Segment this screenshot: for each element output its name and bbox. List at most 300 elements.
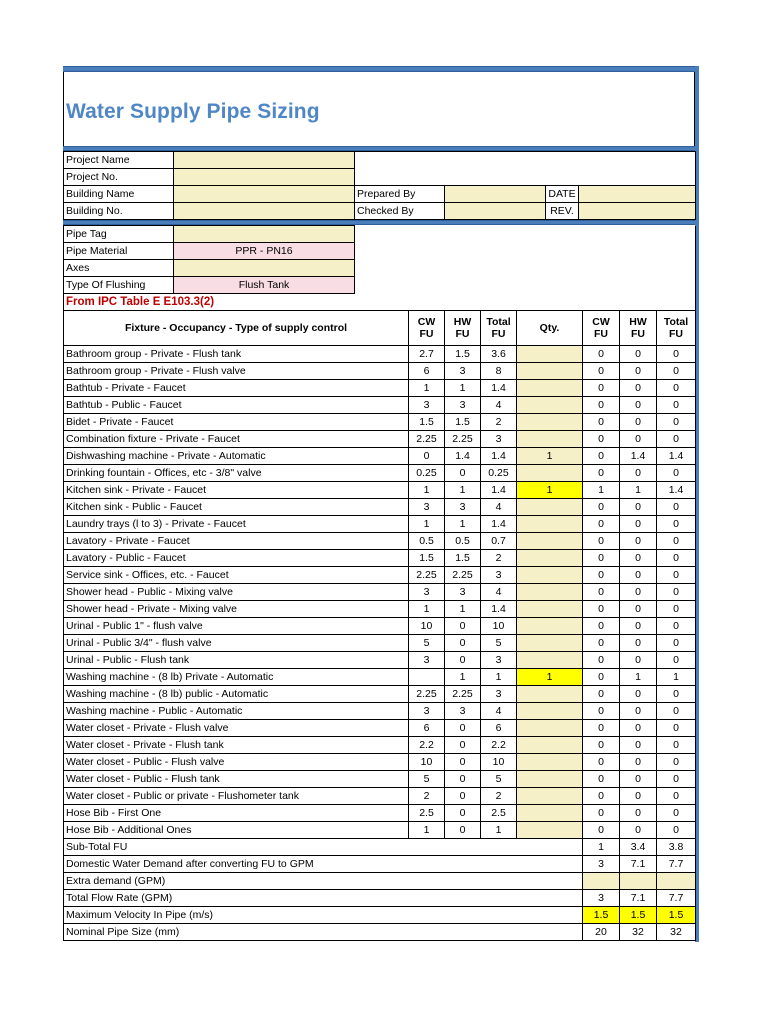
qty-input[interactable] [517,397,583,414]
fixture-name: Bidet - Private - Faucet [64,414,409,431]
fixture-table [63,310,696,941]
pipe-material-label: Pipe Material [64,243,174,260]
table-row [64,601,696,618]
qty-input[interactable] [517,703,583,720]
summary-rcw-cell: 3 [583,890,620,907]
qty-input[interactable] [517,550,583,567]
result-cw-cell: 0 [583,584,620,601]
result-hw-cell: 0 [620,618,657,635]
qty-input[interactable] [517,822,583,839]
summary-row [64,924,696,941]
building-name-label: Building Name [64,186,174,203]
project-no-field[interactable] [174,169,355,186]
hw-fu-cell: 0 [445,635,481,652]
hw-fu-cell: 1 [445,601,481,618]
result-hw-cell: 0 [620,652,657,669]
summary-label: Extra demand (GPM) [64,873,583,890]
summary-rtot-cell: 7.7 [657,890,696,907]
fixture-name: Service sink - Offices, etc. - Faucet [64,567,409,584]
table-row [64,788,696,805]
result-cw-cell: 0 [583,822,620,839]
total-fu-cell: 0.25 [481,465,517,482]
hw-fu-cell: 1.5 [445,550,481,567]
cw-fu-cell: 10 [409,754,445,771]
result-cw-cell: 0 [583,397,620,414]
qty-input[interactable]: 1 [517,482,583,499]
result-cw-cell: 0 [583,346,620,363]
result-total-cell: 0 [657,414,696,431]
qty-input[interactable] [517,516,583,533]
qty-input[interactable] [517,363,583,380]
result-hw-cell: 0 [620,805,657,822]
hw-fu-cell: 0 [445,652,481,669]
result-cw-cell: 0 [583,516,620,533]
result-cw-cell: 0 [583,533,620,550]
cw-fu-cell: 0 [409,448,445,465]
total-fu-cell: 3 [481,431,517,448]
total-fu-cell: 8 [481,363,517,380]
fixture-name: Shower head - Private - Mixing valve [64,601,409,618]
cw-fu-cell: 3 [409,499,445,516]
table-row [64,346,696,363]
hw-fu-cell: 0 [445,788,481,805]
total-fu-cell: 1.4 [481,448,517,465]
cw-fu-cell: 2.5 [409,805,445,822]
fixture-name: Kitchen sink - Public - Faucet [64,499,409,516]
fixture-name: Urinal - Public 1" - flush valve [64,618,409,635]
result-total-fu-header: Total FU [657,311,696,346]
fixture-header-row [64,311,696,346]
cw-fu-cell: 6 [409,363,445,380]
qty-input[interactable] [517,635,583,652]
table-row [64,618,696,635]
summary-rhw-cell: 32 [620,924,657,941]
qty-input[interactable] [517,465,583,482]
summary-label: Domestic Water Demand after converting FU to GPM [64,856,583,873]
summary-label: Total Flow Rate (GPM) [64,890,583,907]
hw-fu-cell: 3 [445,584,481,601]
table-row [64,584,696,601]
table-row [64,499,696,516]
table-row [64,669,696,686]
total-fu-cell: 2.2 [481,737,517,754]
result-hw-cell: 0 [620,635,657,652]
hw-fu-cell: 1.4 [445,448,481,465]
hw-fu-cell: 0 [445,720,481,737]
table-row [64,567,696,584]
project-info-table [63,151,696,220]
total-fu-cell: 1.4 [481,516,517,533]
cw-fu-cell: 2 [409,788,445,805]
hw-fu-cell: 0.5 [445,533,481,550]
qty-input[interactable] [517,788,583,805]
total-fu-cell: 1.4 [481,380,517,397]
cw-fu-cell: 1.5 [409,414,445,431]
result-cw-cell: 0 [583,652,620,669]
fixture-name: Hose Bib - First One [64,805,409,822]
result-total-cell: 0 [657,431,696,448]
qty-input[interactable] [517,652,583,669]
project-name-field[interactable] [174,152,355,169]
result-hw-cell: 0 [620,601,657,618]
result-total-cell: 0 [657,618,696,635]
table-row [64,822,696,839]
result-total-cell: 0 [657,652,696,669]
result-total-cell: 0 [657,788,696,805]
project-no-label: Project No. [64,169,174,186]
qty-input[interactable] [517,431,583,448]
flushing-label: Type Of Flushing [64,277,174,294]
fixture-name: Water closet - Private - Flush tank [64,737,409,754]
total-fu-cell: 4 [481,499,517,516]
table-row [64,448,696,465]
fixture-name: Lavatory - Public - Faucet [64,550,409,567]
cw-fu-cell: 2.25 [409,567,445,584]
result-total-cell: 0 [657,703,696,720]
fixture-name: Water closet - Public or private - Flushometer tank [64,788,409,805]
table-row [64,414,696,431]
summary-rcw-cell: 1 [583,839,620,856]
qty-input[interactable] [517,771,583,788]
qty-input[interactable] [517,567,583,584]
result-hw-cell: 0 [620,737,657,754]
building-no-field[interactable] [174,203,355,220]
flushing-select[interactable]: Flush Tank [174,277,355,294]
qty-header: Qty. [517,311,583,346]
summary-row [64,839,696,856]
qty-input[interactable] [517,533,583,550]
fixture-name: Combination fixture - Private - Faucet [64,431,409,448]
total-fu-cell: 10 [481,618,517,635]
result-cw-cell: 0 [583,686,620,703]
cw-fu-cell: 2.2 [409,737,445,754]
hw-fu-header: HW FU [445,311,481,346]
summary-rcw-cell: 3 [583,856,620,873]
fixture-name: Washing machine - (8 lb) public - Automatic [64,686,409,703]
hw-fu-cell: 1 [445,516,481,533]
summary-rtot-cell: 32 [657,924,696,941]
fixture-name: Washing machine - (8 lb) Private - Automatic [64,669,409,686]
qty-input[interactable]: 1 [517,669,583,686]
project-name-label: Project Name [64,152,174,169]
cw-fu-cell: 5 [409,635,445,652]
qty-input[interactable] [517,754,583,771]
fixture-name: Laundry trays (l to 3) - Private - Faucet [64,516,409,533]
hw-fu-cell: 2.25 [445,686,481,703]
table-row [64,397,696,414]
hw-fu-cell: 0 [445,618,481,635]
table-row [64,431,696,448]
fixture-name: Lavatory - Private - Faucet [64,533,409,550]
result-total-cell: 0 [657,516,696,533]
table-row [64,635,696,652]
result-cw-cell: 0 [583,669,620,686]
hw-fu-cell: 2.25 [445,431,481,448]
result-hw-cell: 0 [620,584,657,601]
fixture-name: Kitchen sink - Private - Faucet [64,482,409,499]
hw-fu-cell: 2.25 [445,567,481,584]
qty-input[interactable] [517,380,583,397]
result-hw-cell: 0 [620,533,657,550]
fixture-name: Bathtub - Public - Faucet [64,397,409,414]
title-area [63,72,695,146]
total-fu-cell: 6 [481,720,517,737]
fixture-name: Bathtub - Private - Faucet [64,380,409,397]
cw-fu-cell: 1.5 [409,550,445,567]
cw-fu-cell: 0.5 [409,533,445,550]
cw-fu-cell: 1 [409,822,445,839]
total-fu-cell: 1 [481,669,517,686]
building-name-field[interactable] [174,186,355,203]
result-hw-cell: 0 [620,822,657,839]
result-cw-cell: 0 [583,788,620,805]
result-hw-cell: 0 [620,431,657,448]
result-total-cell: 0 [657,380,696,397]
summary-rows [64,839,696,941]
result-cw-cell: 0 [583,567,620,584]
result-total-cell: 0 [657,822,696,839]
qty-input[interactable]: 1 [517,448,583,465]
result-hw-cell: 1 [620,669,657,686]
result-cw-cell: 0 [583,601,620,618]
result-cw-cell: 1 [583,482,620,499]
total-fu-cell: 3 [481,686,517,703]
summary-rhw-cell[interactable] [620,873,657,890]
result-total-cell: 0 [657,771,696,788]
result-cw-cell: 0 [583,550,620,567]
cw-fu-cell: 5 [409,771,445,788]
qty-input[interactable] [517,414,583,431]
prepared-by-label: Prepared By [357,188,416,200]
qty-input[interactable] [517,720,583,737]
result-cw-cell: 0 [583,635,620,652]
total-fu-cell: 4 [481,703,517,720]
table-row [64,771,696,788]
summary-row [64,907,696,924]
result-cw-cell: 0 [583,363,620,380]
hw-fu-cell: 0 [445,465,481,482]
fixture-name: Urinal - Public 3/4" - flush valve [64,635,409,652]
result-hw-cell: 0 [620,754,657,771]
qty-input[interactable] [517,618,583,635]
result-total-cell: 0 [657,635,696,652]
checked-by-label: Checked By [357,205,414,217]
total-fu-cell: 5 [481,635,517,652]
date-label: DATE [548,188,576,200]
result-hw-cell: 0 [620,567,657,584]
total-fu-cell: 5 [481,771,517,788]
cw-fu-cell: 3 [409,584,445,601]
summary-rhw-cell: 7.1 [620,890,657,907]
result-hw-cell: 0 [620,465,657,482]
table-row [64,652,696,669]
result-cw-fu-header: CW FU [583,311,620,346]
total-fu-cell: 3.6 [481,346,517,363]
result-total-cell: 0 [657,465,696,482]
rev-field[interactable] [579,203,696,220]
summary-label: Sub-Total FU [64,839,583,856]
result-total-cell: 1.4 [657,482,696,499]
cw-fu-cell: 6 [409,720,445,737]
result-cw-cell: 0 [583,805,620,822]
cw-fu-cell: 3 [409,652,445,669]
cw-fu-cell: 1 [409,516,445,533]
cw-fu-cell: 1 [409,601,445,618]
total-fu-cell: 2 [481,788,517,805]
result-cw-cell: 0 [583,380,620,397]
pipe-info-table [63,225,696,310]
result-total-cell: 0 [657,346,696,363]
table-row [64,363,696,380]
result-hw-cell: 0 [620,550,657,567]
fixture-name: Drinking fountain - Offices, etc - 3/8" valve [64,465,409,482]
result-hw-cell: 0 [620,720,657,737]
result-total-cell: 0 [657,499,696,516]
result-cw-cell: 0 [583,754,620,771]
fixture-name: Shower head - Public - Mixing valve [64,584,409,601]
cw-fu-cell: 2.25 [409,431,445,448]
cw-fu-header: CW FU [409,311,445,346]
prepared-by-field[interactable] [445,186,546,202]
rev-label: REV. [550,205,574,217]
cw-fu-cell: 1 [409,482,445,499]
fixture-name: Water closet - Public - Flush valve [64,754,409,771]
total-fu-cell: 10 [481,754,517,771]
summary-rtot-cell[interactable] [657,873,696,890]
result-total-cell: 0 [657,550,696,567]
result-total-cell: 0 [657,737,696,754]
qty-input[interactable] [517,601,583,618]
cw-fu-cell: 0.25 [409,465,445,482]
cw-fu-cell [409,669,445,686]
pipe-tag-field[interactable] [174,226,355,243]
result-hw-cell: 0 [620,771,657,788]
result-cw-cell: 0 [583,771,620,788]
hw-fu-cell: 3 [445,703,481,720]
hw-fu-cell: 3 [445,499,481,516]
summary-label: Maximum Velocity In Pipe (m/s) [64,907,583,924]
qty-input[interactable] [517,737,583,754]
total-fu-cell: 1 [481,822,517,839]
result-hw-cell: 0 [620,414,657,431]
total-fu-header: Total FU [481,311,517,346]
summary-rhw-cell: 3.4 [620,839,657,856]
table-row [64,754,696,771]
cw-fu-cell: 2.25 [409,686,445,703]
total-fu-cell: 2 [481,550,517,567]
hw-fu-cell: 1.5 [445,346,481,363]
summary-rhw-cell: 1.5 [620,907,657,924]
fixture-name: Water closet - Public - Flush tank [64,771,409,788]
summary-rhw-cell: 7.1 [620,856,657,873]
total-fu-cell: 1.4 [481,601,517,618]
result-total-cell: 0 [657,686,696,703]
hw-fu-cell: 0 [445,754,481,771]
qty-input[interactable] [517,346,583,363]
checked-by-field[interactable] [445,203,546,219]
hw-fu-cell: 0 [445,822,481,839]
result-cw-cell: 0 [583,703,620,720]
table-row [64,805,696,822]
fixture-rows [64,346,696,839]
result-cw-cell: 0 [583,448,620,465]
result-hw-cell: 0 [620,346,657,363]
fixture-name: Hose Bib - Additional Ones [64,822,409,839]
result-total-cell: 1.4 [657,448,696,465]
table-row [64,516,696,533]
fixture-name: Bathroom group - Private - Flush tank [64,346,409,363]
ipc-table-note: From IPC Table E E103.3(2) [64,294,696,311]
result-cw-cell: 0 [583,499,620,516]
total-fu-cell: 4 [481,397,517,414]
total-fu-cell: 1.4 [481,482,517,499]
result-hw-cell: 0 [620,380,657,397]
total-fu-cell: 3 [481,652,517,669]
result-total-cell: 0 [657,363,696,380]
fixture-name: Dishwashing machine - Private - Automatic [64,448,409,465]
result-hw-cell: 0 [620,499,657,516]
summary-row [64,873,696,890]
summary-rcw-cell: 20 [583,924,620,941]
cw-fu-cell: 3 [409,397,445,414]
pipe-tag-label: Pipe Tag [64,226,174,243]
axes-field[interactable] [174,260,355,277]
pipe-material-select[interactable]: PPR - PN16 [174,243,355,260]
summary-rcw-cell: 1.5 [583,907,620,924]
summary-rcw-cell[interactable] [583,873,620,890]
result-total-cell: 0 [657,584,696,601]
result-total-cell: 0 [657,533,696,550]
total-fu-cell: 3 [481,567,517,584]
fixture-name: Washing machine - Public - Automatic [64,703,409,720]
result-total-cell: 0 [657,397,696,414]
hw-fu-cell: 0 [445,737,481,754]
result-hw-cell: 0 [620,703,657,720]
sheet-title: Water Supply Pipe Sizing [66,100,320,123]
result-cw-cell: 0 [583,737,620,754]
qty-input[interactable] [517,499,583,516]
cw-fu-cell: 3 [409,703,445,720]
cw-fu-cell: 10 [409,618,445,635]
hw-fu-cell: 1 [445,669,481,686]
table-row [64,465,696,482]
result-total-cell: 0 [657,601,696,618]
fixture-name: Water closet - Private - Flush valve [64,720,409,737]
result-total-cell: 0 [657,754,696,771]
result-cw-cell: 0 [583,618,620,635]
cw-fu-cell: 2.7 [409,346,445,363]
result-hw-cell: 1.4 [620,448,657,465]
qty-input[interactable] [517,805,583,822]
result-total-cell: 1 [657,669,696,686]
date-field[interactable] [579,186,696,203]
total-fu-cell: 2 [481,414,517,431]
hw-fu-cell: 1 [445,380,481,397]
qty-input[interactable] [517,584,583,601]
summary-row [64,856,696,873]
table-row [64,380,696,397]
total-fu-cell: 0.7 [481,533,517,550]
qty-input[interactable] [517,686,583,703]
hw-fu-cell: 3 [445,363,481,380]
result-hw-cell: 0 [620,516,657,533]
hw-fu-cell: 1.5 [445,414,481,431]
fixture-name: Bathroom group - Private - Flush valve [64,363,409,380]
result-total-cell: 0 [657,720,696,737]
summary-rtot-cell: 3.8 [657,839,696,856]
summary-label: Nominal Pipe Size (mm) [64,924,583,941]
fixture-header: Fixture - Occupancy - Type of supply control [64,311,409,346]
